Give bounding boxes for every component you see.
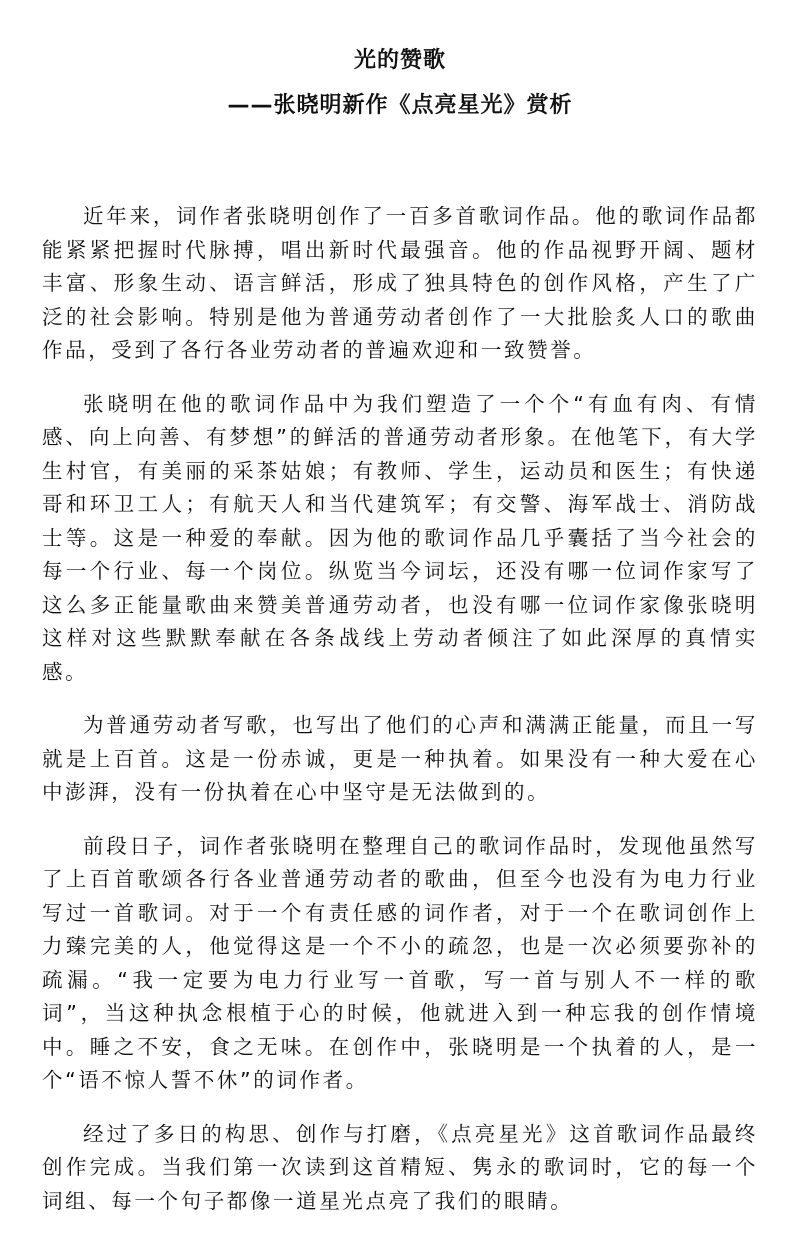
paragraph: 经过了多日的构思、创作与打磨，《点亮星光》这首歌词作品最终创作完成。当我们第一次读到这首精短、隽永的歌词时，它的每一个词组、每一个句子都像一道星光点亮了我们的眼睛。	[42, 1121, 758, 1213]
article-body	[42, 200, 758, 1238]
article-subtitle: ——张晓明新作《点亮星光》赏析	[227, 93, 573, 118]
article-title: 光的赞歌	[353, 48, 446, 73]
paragraph: 近年来，词作者张晓明创作了一百多首歌词作品。他的歌词作品都能紧紧把握时代脉搏，唱出新时代最强音。他的作品视野开阔、题材丰富、形象生动、语言鲜活，形成了独具特色的创作风格，产生了广泛的社会影响。特别是他为普通劳动者创作了一大批脍炙人口的歌曲作品，受到了各行各业劳动者的普遍欢迎和一致赞誉。	[42, 204, 758, 362]
paragraph: 前段日子，词作者张晓明在整理自己的歌词作品时，发现他虽然写了上百首歌颂各行各业普通劳动者的歌曲，但至今也没有为电力行业写过一首歌词。对于一个有责任感的词作者，对于一个在歌词创作上力臻完美的人，他觉得这是一个不小的疏忽，也是一次必须要弥补的疏漏。“我一定要为电力行业写一首歌，写一首与别人不一样的歌词”，当这种执念根植于心的时候，他就进入到一种忘我的创作情境中。睡之不安，食之无味。在创作中，张晓明是一个执着的人，是一个“语不惊人誓不休”的词作者。	[42, 833, 758, 1092]
paragraph: 为普通劳动者写歌，也写出了他们的心声和满满正能量，而且一写就是上百首。这是一份赤诚，更是一种执着。如果没有一种大爱在心中澎湃，没有一份执着在心中坚守是无法做到的。	[42, 713, 758, 804]
paragraph: 张晓明在他的歌词作品中为我们塑造了一个个“有血有肉、有情感、向上向善、有梦想”的鲜活的普通劳动者形象。在他笔下，有大学生村官，有美丽的采茶姑娘；有教师、学生，运动员和医生；有快递哥和环卫工人；有航天人和当代建筑军；有交警、海军战士、消防战士等。这是一种爱的奉献。因为他的歌词作品几乎囊括了当今社会的每一个行业、每一个岗位。纵览当今词坛，还没有哪一位词作家写了这么多正能量歌曲来赞美普通劳动者，也没有哪一位词作家像张晓明这样对这些默默奉献在各条战线上劳动者倾注了如此深厚的真情实感。	[42, 391, 758, 684]
